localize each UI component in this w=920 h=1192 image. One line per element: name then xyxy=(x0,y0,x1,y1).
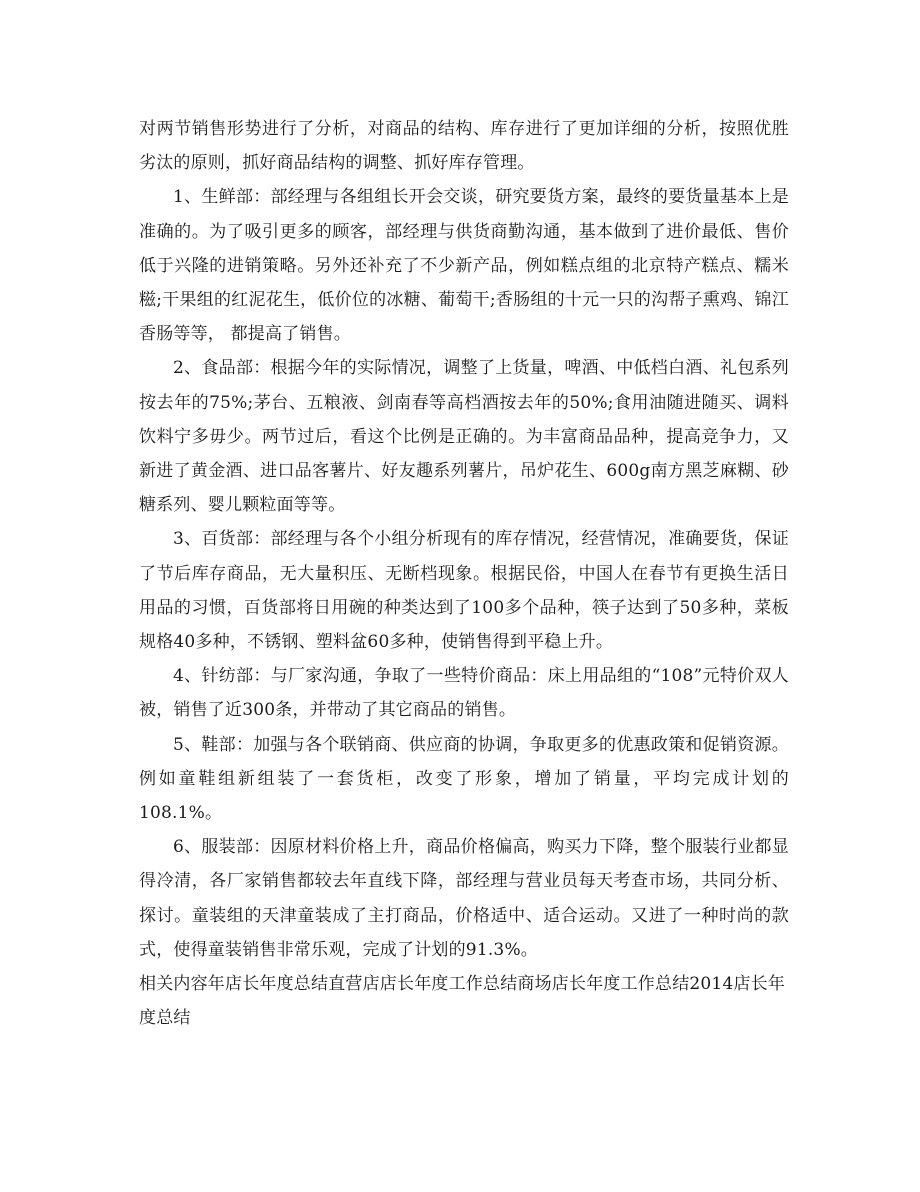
paragraph-fresh-dept: 1、生鲜部：部经理与各组组长开会交谈，研究要货方案，最终的要货量基本上是准确的。为了吸引更多的顾客，部经理与供货商勤沟通，基本做到了进价最低、售价低于兴隆的进销策略。另外还补充了不少新产品，例如糕点组的北京特产糕点、糯米糍;干果组的红泥花生，低价位的冰糖、葡萄干;香肠组的十元一只的沟帮子熏鸡、锦江香肠等等， 都提高了销售。 xyxy=(139,187,789,345)
related-content-text: 相关内容年店长年度总结直营店店长年度工作总结商场店长年度工作总结2014店长年度总结 xyxy=(139,974,786,1029)
document-body xyxy=(139,112,789,1035)
paragraph-food-dept: 2、食品部：根据今年的实际情况，调整了上货量，啤酒、中低档白酒、礼包系列按去年的75%;茅台、五粮液、剑南春等高档酒按去年的50%;食用油随进随买、调料饮料宁多毋少。两节过后，看这个比例是正确的。为丰富商品品种，提高竞争力，又新进了黄金酒、进口品客薯片、好友趣系列薯片，吊炉花生、600g南方黑芝麻糊、砂糖系列、婴儿颗粒面等等。 xyxy=(139,358,789,516)
paragraph-general-goods-dept: 3、百货部：部经理与各个小组分析现有的库存情况，经营情况，准确要货，保证了节后库存商品，无大量积压、无断档现象。根据民俗，中国人在春节有更换生活日用品的习惯，百货部将日用碗的种类达到了100多个品种，筷子达到了50多种，菜板规格40多种，不锈钢、塑料盆60多种，使销售得到平稳上升。 xyxy=(139,529,789,653)
paragraph-clothing-dept: 6、服装部：因原材料价格上升，商品价格偏高，购买力下降，整个服装行业都显得冷清，各厂家销售都较去年直线下降，部经理与营业员每天考查市场，共同分析、探讨。童装组的天津童装成了主打商品，价格适中、适合运动。又进了一种时尚的款式，使得童装销售非常乐观，完成了计划的91.3%。 xyxy=(139,837,789,960)
paragraph-intro: 对两节销售形势进行了分析，对商品的结构、库存进行了更加详细的分析，按照优胜劣汰的原则，抓好商品结构的调整、抓好库存管理。 xyxy=(139,119,789,174)
paragraph-shoe-dept: 5、鞋部：加强与各个联销商、供应商的协调，争取更多的优惠政策和促销资源。例如童鞋组新组装了一套货柜，改变了形象，增加了销量，平均完成计划的108.1%。 xyxy=(139,734,789,824)
paragraph-textile-dept: 4、针纺部：与厂家沟通，争取了一些特价商品：床上用品组的“108”元特价双人被，销售了近300条，并带动了其它商品的销售。 xyxy=(139,666,789,721)
